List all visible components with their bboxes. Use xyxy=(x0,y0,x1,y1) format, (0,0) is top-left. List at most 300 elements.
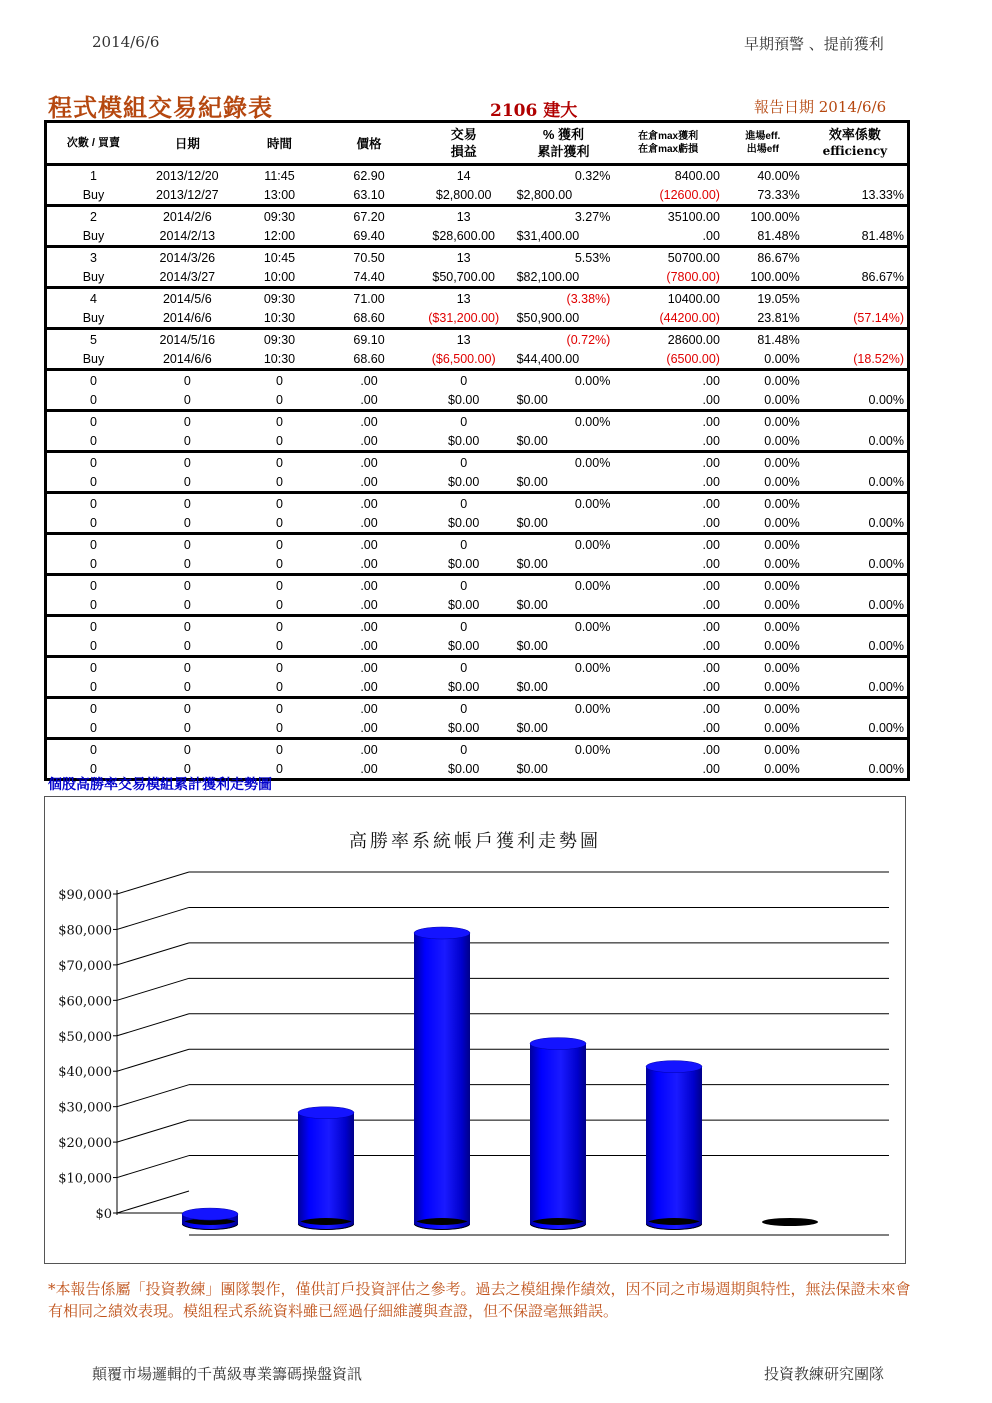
table-cell: 0 xyxy=(183,556,191,571)
table-cell: $0.00 xyxy=(516,679,548,694)
table-cell: .00 xyxy=(360,537,378,552)
bar-5 xyxy=(646,1061,702,1230)
table-cell: 0.00% xyxy=(764,638,800,653)
table-cell: ($31,200.00) xyxy=(428,310,500,325)
grid-diagonal xyxy=(117,1049,189,1071)
table-cell: .00 xyxy=(360,619,378,634)
header-position xyxy=(613,122,723,165)
table-cell: 0 xyxy=(276,660,283,675)
table-cell: $0.00 xyxy=(448,392,480,407)
table-cell xyxy=(803,411,909,432)
table-cell: (3.38%) xyxy=(566,291,611,306)
table-cell: 09:30 xyxy=(263,209,296,224)
table-cell: .00 xyxy=(702,373,720,388)
table-cell: $2,800.00 xyxy=(435,187,492,202)
record-exit-row xyxy=(46,431,909,452)
table-cell: 13 xyxy=(456,209,471,224)
table-cell: 100.00% xyxy=(750,269,800,284)
table-cell: .00 xyxy=(360,373,378,388)
table-cell: 50700.00 xyxy=(667,250,720,265)
table-cell: $0.00 xyxy=(448,474,480,489)
table-cell: 0.00% xyxy=(868,556,904,571)
bar-top xyxy=(530,1038,586,1050)
table-cell: 10400.00 xyxy=(667,291,720,306)
record-entry-row xyxy=(46,534,909,555)
table-cell: 0.00% xyxy=(868,638,904,653)
grid-diagonal xyxy=(117,1014,189,1036)
table-cell: 0 xyxy=(89,619,97,634)
table-cell: 10:30 xyxy=(263,351,296,366)
table-cell: .00 xyxy=(702,660,720,675)
record-exit-row xyxy=(46,718,909,739)
table-cell: 0.00% xyxy=(764,578,800,593)
header-pct xyxy=(514,122,614,165)
table-cell: 0.00% xyxy=(574,414,611,429)
table-cell: 0 xyxy=(89,578,97,593)
header-price: 價格 xyxy=(356,137,382,151)
table-cell: 73.33% xyxy=(757,187,800,202)
table-cell: 0 xyxy=(460,373,468,388)
footer-left: 顛覆市場邏輯的千萬級專業籌碼操盤資訊 xyxy=(92,1365,363,1383)
table-cell: $44,400.00 xyxy=(516,351,580,366)
y-tick-label: $60,000 xyxy=(58,994,112,1010)
table-cell: 67.20 xyxy=(353,209,385,224)
bar-body xyxy=(298,1113,354,1230)
table-cell: 0 xyxy=(183,660,191,675)
table-cell: $0.00 xyxy=(516,392,548,407)
table-cell: .00 xyxy=(702,619,720,634)
table-cell: 0 xyxy=(89,701,97,716)
bar-body xyxy=(414,933,470,1230)
header-count: 次數 / 買賣 xyxy=(66,136,121,149)
table-cell: 0 xyxy=(183,392,191,407)
bar-2 xyxy=(298,1107,354,1230)
table-cell: (0.72%) xyxy=(566,332,611,347)
chart-caption: 個股高勝率交易模組累計獲利走勢圖 xyxy=(48,777,272,793)
trade-record xyxy=(46,165,909,206)
table-cell: 0 xyxy=(276,761,283,776)
table-cell: 0 xyxy=(89,660,97,675)
table-cell: .00 xyxy=(702,392,720,407)
record-exit-row xyxy=(46,472,909,493)
table-cell: .00 xyxy=(702,638,720,653)
table-cell xyxy=(803,534,909,555)
table-cell: 0.00% xyxy=(574,578,611,593)
table-cell: 0 xyxy=(276,433,283,448)
record-exit-row xyxy=(46,513,909,534)
table-cell: 0.00% xyxy=(764,392,800,407)
table-cell: 23.81% xyxy=(757,310,800,325)
table-cell: .00 xyxy=(360,720,378,735)
table-cell: (57.14%) xyxy=(853,310,904,325)
table-cell: .00 xyxy=(360,761,378,776)
table-cell: 13:00 xyxy=(263,187,296,202)
table-cell: $0.00 xyxy=(448,761,480,776)
table-cell: 0 xyxy=(460,660,468,675)
trade-record xyxy=(46,575,909,616)
record-exit-row xyxy=(46,390,909,411)
record-entry-row xyxy=(46,739,909,760)
table-cell: 0 xyxy=(183,433,191,448)
table-cell: 28600.00 xyxy=(667,332,720,347)
trade-record xyxy=(46,493,909,534)
header-eff-line2: 出場eff xyxy=(746,144,779,155)
table-cell: 2014/5/6 xyxy=(162,291,212,306)
header-eff-line1: 進場eff. xyxy=(745,131,781,142)
table-cell: 2014/6/6 xyxy=(162,310,212,325)
table-cell: .00 xyxy=(360,679,378,694)
table-cell: 62.90 xyxy=(353,168,385,183)
header-date: 2014/6/6 xyxy=(92,33,160,51)
table-cell: 0 xyxy=(89,742,97,757)
header-trade-line2: 損益 xyxy=(450,144,477,159)
trade-record xyxy=(46,370,909,411)
table-cell: 100.00% xyxy=(750,209,800,224)
table-cell: 0 xyxy=(276,701,283,716)
table-cell: .00 xyxy=(702,701,720,716)
table-cell: .00 xyxy=(360,660,378,675)
table-cell: 81.48% xyxy=(757,332,800,347)
table-cell: .00 xyxy=(360,515,378,530)
table-cell xyxy=(803,247,909,268)
trade-record-table xyxy=(44,120,910,781)
table-cell: 0 xyxy=(89,597,97,612)
table-cell: (44200.00) xyxy=(659,310,720,325)
record-exit-row xyxy=(46,308,909,329)
table-cell: 0.00% xyxy=(574,619,611,634)
disclaimer-note: *本報告係屬「投資教練」團隊製作，僅供訂戶投資評估之參考。過去之模組操作績效，因不同之市場週期與特性，無法保證未來會有相同之績效表現。模組程式系統資料雖已經過仔細維護與查證，但不保證毫無錯誤。 xyxy=(48,1280,911,1320)
table-cell: 0 xyxy=(276,474,283,489)
table-cell: 0.00% xyxy=(868,720,904,735)
table-cell: 0 xyxy=(460,578,468,593)
table-cell: $0.00 xyxy=(516,638,548,653)
table-cell xyxy=(803,739,909,760)
table-cell: 0 xyxy=(276,638,283,653)
table-cell: 1 xyxy=(89,168,97,183)
table-cell: 86.67% xyxy=(757,250,800,265)
table-cell: 2013/12/20 xyxy=(156,168,219,183)
header-date: 日期 xyxy=(174,137,200,151)
header-trade-line1: 交易 xyxy=(450,127,477,142)
table-cell: 81.48% xyxy=(757,228,800,243)
table-cell: 8400.00 xyxy=(674,168,720,183)
table-cell: .00 xyxy=(702,578,720,593)
table-cell: 0 xyxy=(276,720,283,735)
record-exit-row xyxy=(46,636,909,657)
table-cell: $0.00 xyxy=(448,433,480,448)
table-cell: 0 xyxy=(276,496,283,511)
table-cell: 0.00% xyxy=(764,556,800,571)
table-cell: .00 xyxy=(702,597,720,612)
grid-diagonal xyxy=(117,943,189,965)
table-cell: 0 xyxy=(183,455,191,470)
header-pct-line1: % 獲利 xyxy=(542,127,585,142)
table-cell xyxy=(803,616,909,637)
y-tick-label: $50,000 xyxy=(58,1029,112,1045)
table-cell: 35100.00 xyxy=(667,209,720,224)
table-cell: 0.00% xyxy=(764,742,800,757)
table-cell: 0 xyxy=(276,578,283,593)
table-cell: .00 xyxy=(360,414,378,429)
header-time: 時間 xyxy=(266,137,292,151)
table-cell: 0 xyxy=(183,515,191,530)
table-cell xyxy=(803,288,909,309)
record-entry-row xyxy=(46,370,909,391)
record-entry-row xyxy=(46,288,909,309)
table-cell: $0.00 xyxy=(448,720,480,735)
grid-diagonal xyxy=(117,978,189,1000)
table-cell: .00 xyxy=(702,474,720,489)
table-cell: 09:30 xyxy=(263,291,296,306)
table-cell: .00 xyxy=(360,556,378,571)
table-cell: 0 xyxy=(183,720,191,735)
table-cell: 68.60 xyxy=(353,351,385,366)
table-cell: $50,900.00 xyxy=(516,310,580,325)
table-cell: 0 xyxy=(89,496,97,511)
table-cell: 0.00% xyxy=(764,761,800,776)
page-title: 程式模組交易紀錄表 xyxy=(48,93,273,122)
record-entry-row xyxy=(46,698,909,719)
table-cell: 0 xyxy=(276,742,283,757)
bar-top xyxy=(414,927,470,939)
table-cell: 0.32% xyxy=(574,168,611,183)
table-cell: 0 xyxy=(89,556,97,571)
table-cell: 40.00% xyxy=(757,168,800,183)
table-cell: 0 xyxy=(460,455,468,470)
trade-record xyxy=(46,534,909,575)
table-cell: 0 xyxy=(276,414,283,429)
y-tick-label: $40,000 xyxy=(58,1065,112,1081)
table-cell: 0 xyxy=(89,373,97,388)
table-cell: 0.00% xyxy=(764,515,800,530)
table-cell: .00 xyxy=(702,515,720,530)
table-cell: 70.50 xyxy=(353,250,385,265)
table-cell: .00 xyxy=(702,455,720,470)
table-cell: 0 xyxy=(276,597,283,612)
table-cell: 0 xyxy=(89,474,97,489)
trade-record xyxy=(46,452,909,493)
table-cell: 0 xyxy=(183,474,191,489)
table-cell: .00 xyxy=(360,433,378,448)
table-cell: 0 xyxy=(89,455,97,470)
table-cell: 14 xyxy=(456,168,471,183)
table-cell: 0.00% xyxy=(764,351,800,366)
header-efficiency-line2: efficiency xyxy=(822,144,888,158)
table-cell: 0 xyxy=(89,414,97,429)
table-cell: 0.00% xyxy=(764,660,800,675)
table-cell: $0.00 xyxy=(516,433,548,448)
table-cell: 0.00% xyxy=(764,414,800,429)
table-cell: 63.10 xyxy=(353,187,385,202)
table-cell: 2014/3/27 xyxy=(159,269,216,284)
table-cell: 0 xyxy=(183,373,191,388)
grid-diagonal xyxy=(117,1120,189,1142)
record-entry-row xyxy=(46,452,909,473)
table-cell: $0.00 xyxy=(448,515,480,530)
table-cell: 0 xyxy=(276,537,283,552)
trade-record xyxy=(46,206,909,247)
bar-top xyxy=(298,1107,354,1119)
table-cell: 10:45 xyxy=(263,250,296,265)
table-cell: 2013/12/27 xyxy=(156,187,219,202)
table-cell: 12:00 xyxy=(263,228,296,243)
record-entry-row xyxy=(46,247,909,268)
record-entry-row xyxy=(46,165,909,186)
table-cell: 0.00% xyxy=(868,597,904,612)
table-cell xyxy=(803,452,909,473)
table-cell: .00 xyxy=(702,679,720,694)
chart-title: 高勝率系統帳戶獲利走勢圖 xyxy=(349,831,601,852)
chart-panel xyxy=(44,796,906,1264)
table-cell: 69.10 xyxy=(353,332,385,347)
record-entry-row xyxy=(46,206,909,227)
table-cell: 0.00% xyxy=(764,597,800,612)
table-cell: .00 xyxy=(702,742,720,757)
table-cell: 0.00% xyxy=(764,474,800,489)
grid-diagonal xyxy=(117,1156,189,1178)
table-cell: 0 xyxy=(183,537,191,552)
table-cell: $0.00 xyxy=(516,515,548,530)
table-cell xyxy=(803,575,909,596)
table-cell: 0 xyxy=(183,597,191,612)
header-position-line2: 在倉max虧損 xyxy=(638,144,699,155)
header-position-line1: 在倉max獲利 xyxy=(638,131,699,142)
table-cell: .00 xyxy=(702,433,720,448)
record-exit-row xyxy=(46,595,909,616)
y-tick-label: $90,000 xyxy=(58,888,112,903)
table-cell: 0 xyxy=(276,455,283,470)
table-cell: 0 xyxy=(460,619,468,634)
table-cell: 0.00% xyxy=(868,679,904,694)
record-entry-row xyxy=(46,616,909,637)
table-cell: $50,700.00 xyxy=(432,269,495,284)
table-cell: 13 xyxy=(456,291,471,306)
table-cell: 0 xyxy=(89,720,97,735)
table-cell xyxy=(803,493,909,514)
trade-record xyxy=(46,616,909,657)
table-cell: 0 xyxy=(276,619,283,634)
table-cell: Buy xyxy=(82,269,105,284)
table-cell: $0.00 xyxy=(448,556,480,571)
bar-3 xyxy=(414,927,470,1230)
header-slogan: 早期預警 、提前獲利 xyxy=(744,35,884,53)
table-cell: 86.67% xyxy=(861,269,904,284)
bar-1 xyxy=(182,1208,238,1230)
table-cell: 0.00% xyxy=(764,720,800,735)
table-cell xyxy=(803,165,909,186)
trade-record xyxy=(46,247,909,288)
bar-4 xyxy=(530,1038,586,1230)
chart-svg xyxy=(45,797,905,1263)
table-cell: $0.00 xyxy=(516,761,548,776)
grid-diagonal xyxy=(117,1085,189,1107)
floor-diagonal xyxy=(117,1191,189,1213)
table-cell: 0.00% xyxy=(764,679,800,694)
table-cell: 3.27% xyxy=(574,209,611,224)
table-cell: 2014/6/6 xyxy=(162,351,212,366)
table-cell: 0.00% xyxy=(868,392,904,407)
table-cell: 10:30 xyxy=(263,310,296,325)
y-tick-label: $10,000 xyxy=(58,1171,112,1187)
table-cell: Buy xyxy=(82,187,105,202)
table-cell: (12600.00) xyxy=(659,187,720,202)
table-cell: 09:30 xyxy=(263,332,296,347)
table-cell: .00 xyxy=(360,496,378,511)
table-cell: 74.40 xyxy=(353,269,385,284)
table-cell: 0.00% xyxy=(764,537,800,552)
record-exit-row xyxy=(46,349,909,370)
trade-record xyxy=(46,329,909,370)
table-cell: 0 xyxy=(183,619,191,634)
table-cell: Buy xyxy=(82,228,105,243)
table-cell: 0.00% xyxy=(868,761,904,776)
table-cell: 0.00% xyxy=(764,701,800,716)
table-cell: .00 xyxy=(702,556,720,571)
stock-label: 2106 建大 xyxy=(490,101,578,121)
record-exit-row xyxy=(46,185,909,206)
record-exit-row xyxy=(46,554,909,575)
table-cell: (6500.00) xyxy=(666,351,720,366)
grid-diagonal xyxy=(117,907,189,929)
table-cell: $0.00 xyxy=(448,679,480,694)
table-cell: 0 xyxy=(183,679,191,694)
table-cell: .00 xyxy=(702,537,720,552)
trade-record xyxy=(46,288,909,329)
table-cell: 2014/3/26 xyxy=(159,250,216,265)
record-entry-row xyxy=(46,657,909,678)
table-cell: $0.00 xyxy=(516,474,548,489)
bar-6 xyxy=(762,1218,818,1226)
table-cell: $0.00 xyxy=(516,597,548,612)
header-efficiency xyxy=(803,122,909,165)
table-cell: ($6,500.00) xyxy=(431,351,496,366)
table-cell: 13 xyxy=(456,332,471,347)
table-cell: Buy xyxy=(82,351,105,366)
table-cell: 0.00% xyxy=(574,455,611,470)
table-cell: 4 xyxy=(89,291,97,306)
bar-top xyxy=(182,1208,238,1220)
table-cell: .00 xyxy=(360,701,378,716)
table-header xyxy=(46,122,909,165)
table-cell: 0.00% xyxy=(574,742,611,757)
table-cell: 19.05% xyxy=(757,291,800,306)
y-tick-label: $20,000 xyxy=(58,1136,112,1152)
grid-diagonal xyxy=(117,872,189,894)
table-cell: 5.53% xyxy=(574,250,611,265)
trade-record xyxy=(46,657,909,698)
table-cell: 0 xyxy=(183,638,191,653)
y-tick-label: $70,000 xyxy=(58,958,112,974)
table-cell: 81.48% xyxy=(861,228,904,243)
table-cell: .00 xyxy=(702,720,720,735)
table-cell: $0.00 xyxy=(516,720,548,735)
record-exit-row xyxy=(46,226,909,247)
record-exit-row xyxy=(46,677,909,698)
table-cell: $0.00 xyxy=(448,638,480,653)
record-entry-row xyxy=(46,411,909,432)
footer-right: 投資教練研究團隊 xyxy=(764,1365,885,1383)
table-cell: (7800.00) xyxy=(666,269,720,284)
table-cell: 2014/5/16 xyxy=(159,332,216,347)
table-cell: 0 xyxy=(276,679,283,694)
table-cell: Buy xyxy=(82,310,105,325)
y-tick-label: $30,000 xyxy=(58,1100,112,1116)
table-cell: 71.00 xyxy=(353,291,385,306)
table-cell xyxy=(803,329,909,350)
table-cell: 0.00% xyxy=(764,619,800,634)
record-entry-row xyxy=(46,329,909,350)
table-cell: 0.00% xyxy=(574,537,611,552)
